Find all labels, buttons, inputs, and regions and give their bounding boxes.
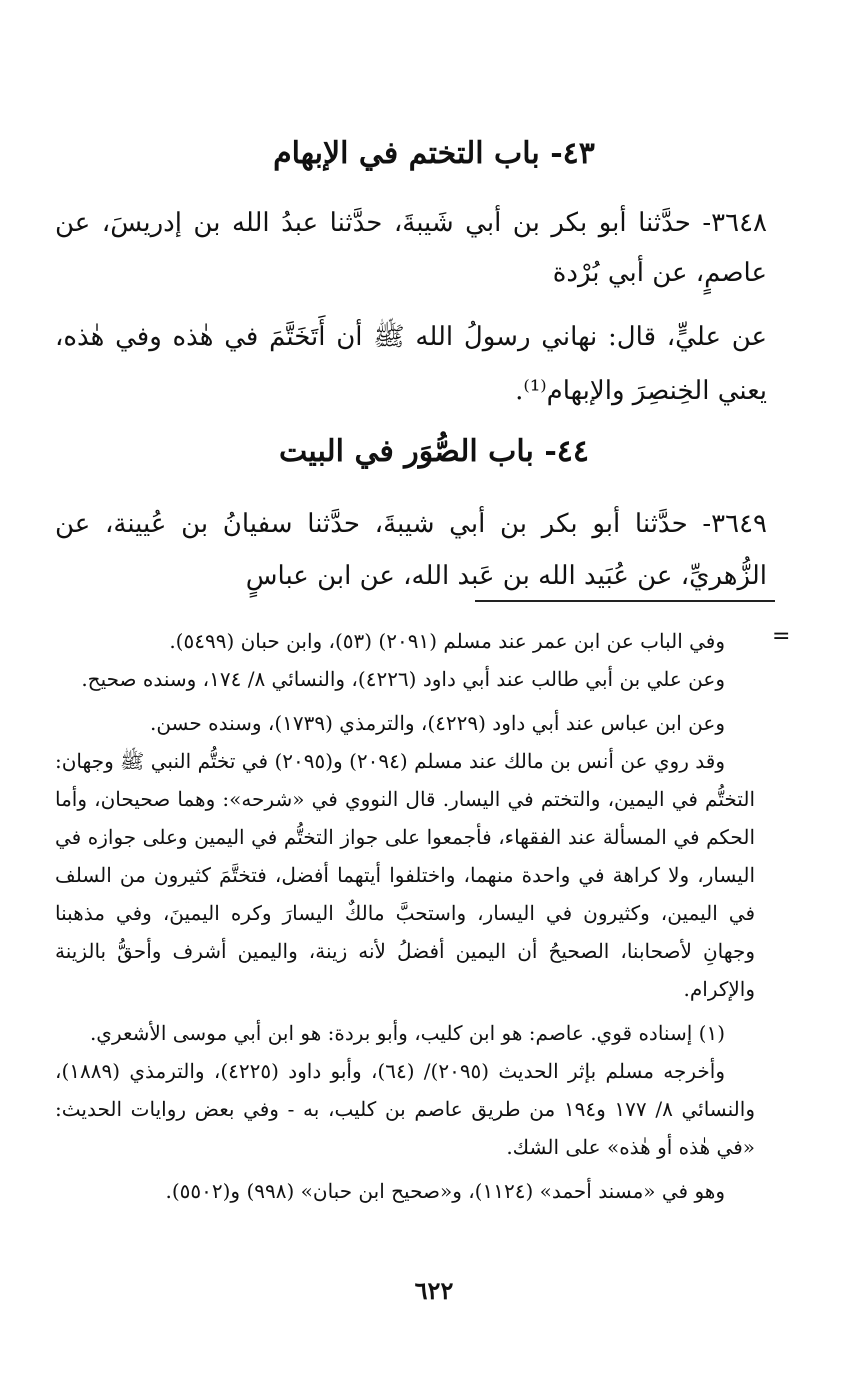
footnote-1: (١) إسناده قوي. عاصم: هو ابن كليب، وأبو بردة: هو ابن أبي موسى الأشعري. xyxy=(89,1021,725,1045)
hadith-3649-isnad: ٣٦٤٩- حدَّثنا أبو بكر بن أبي شيبةَ، حدَّثنا سفيانُ بن عُيينة، عن الزُّهريِّ، عن عُبَيد الله بن عَبد الله، عن ابن عباسٍ xyxy=(55,509,767,591)
footnote-paragraph: وعن ابن عباس عند أبي داود (٤٢٢٩)، والترمذي (١٧٣٩)، وسنده حسن. xyxy=(149,711,725,735)
footnote-separator xyxy=(475,600,775,602)
chapter-heading-43: ٤٣- باب التختم في الإبهام xyxy=(273,136,595,171)
footnote-paragraph: وهو في «مسند أحمد» (١١٢٤)، و«صحيح ابن حبان» (٩٩٨) و(٥٥٠٢). xyxy=(165,1179,725,1203)
page-number: ٦٢٢ xyxy=(414,1276,454,1305)
hadith-3648-isnad: ٣٦٤٨- حدَّثنا أبو بكر بن أبي شَيبةَ، حدَّثنا عبدُ الله بن إدريسَ، عن عاصمٍ، عن أبي بُرْدة xyxy=(55,208,767,288)
footnote-paragraph: وأخرجه مسلم بإثر الحديث (٢٠٩٥)/ (٦٤)، وأبو داود (٤٢٢٥)، والترمذي (١٨٨٩)، والنسائي ٨/ ١٧٧ و١٩٤ من طريق عاصم بن كليب، به - وفي بعض روايات الحديث: «في هٰذه أو هٰذه» على الشك. xyxy=(55,1059,755,1159)
footnote-paragraph: وعن علي بن أبي طالب عند أبي داود (٤٢٢٦)، والنسائي ٨/ ١٧٤، وسنده صحيح. xyxy=(81,667,725,691)
chapter-heading-44: ٤٤- باب الصُّوَر في البيت xyxy=(278,434,590,469)
footnote-paragraph: وفي الباب عن ابن عمر عند مسلم (٢٠٩١) (٥٣)، وابن حبان (٥٤٩٩). xyxy=(169,629,725,653)
footnotes xyxy=(55,622,755,1210)
hadith-3648-matn: عن عليٍّ، قال: نهاني رسولُ الله ﷺ أن أَتَخَتَّمَ في هٰذه وفي هٰذه، يعني الخِنصِرَ والإبهام⁽¹⁾. xyxy=(55,322,767,406)
footnote-paragraph: وقد روي عن أنس بن مالك عند مسلم (٢٠٩٤) و(٢٠٩٥) في تختُّم النبي ﷺ وجهان: التختُّم في اليمين، والتختم في اليسار. قال النووي في «شرحه»: وهما صحيحان، وأما الحكم في المسألة عند الفقهاء، فأجمعوا على جواز التختُّم في اليمين وعلى جوازه في اليسار، ولا كراهة في واحدة منهما، واختلفوا أيتهما أفضل، فتختَّمَ كثيرون من السلف في اليمين، وكثيرون في اليسار، واستحبَّ مالكٌ اليسارَ وكره اليمينَ، وفي مذهبنا وجهانِ لأصحابنا، الصحيحُ أن اليمين أفضلُ لأنه زينة، واليمين أشرف وأحقُّ بالزينة والإكرام. xyxy=(55,749,755,1001)
continuation-marker: = xyxy=(772,624,791,649)
